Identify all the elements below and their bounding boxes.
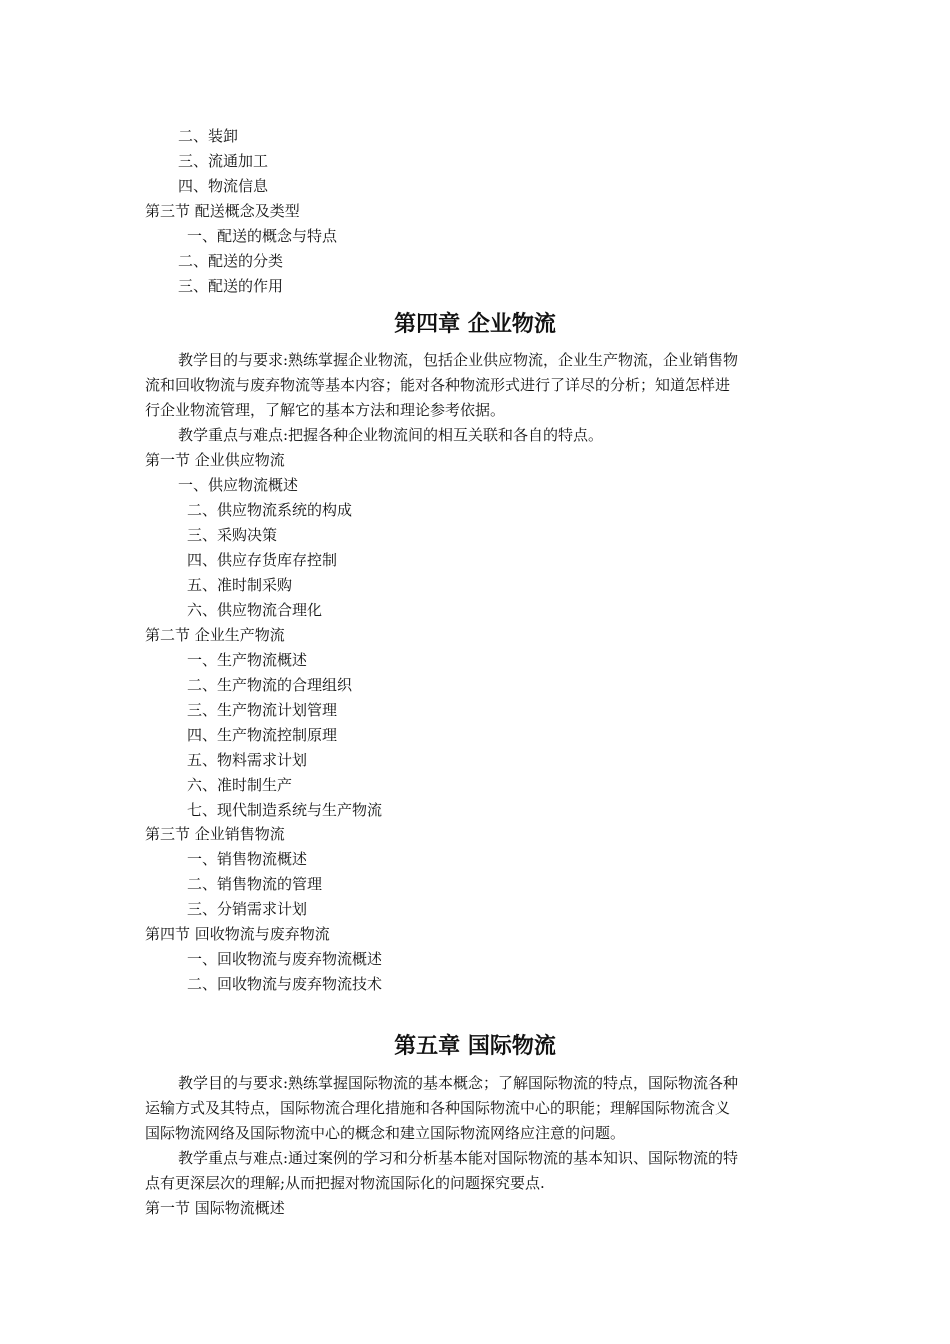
item-line: 一、生产物流概述 (187, 651, 308, 669)
item-line: 一、供应物流概述 (178, 476, 299, 494)
item-line: 二、配送的分类 (178, 252, 284, 270)
paragraph-line: 运输方式及其特点，国际物流合理化措施和各种国际物流中心的职能；理解国际物流含义 (145, 1099, 731, 1117)
item-line: 三、流通加工 (178, 152, 269, 170)
paragraph-line: 点有更深层次的理解;从而把握对物流国际化的问题探究要点. (145, 1174, 545, 1192)
item-line: 一、配送的概念与特点 (187, 227, 338, 245)
section-heading: 第三节 配送概念及类型 (145, 202, 300, 220)
paragraph-line: 教学目的与要求:熟练掌握国际物流的基本概念；了解国际物流的特点，国际物流各种 (178, 1074, 739, 1092)
paragraph-line: 教学目的与要求:熟练掌握企业物流，包括企业供应物流，企业生产物流，企业销售物 (178, 351, 739, 369)
item-line: 三、分销需求计划 (187, 900, 308, 918)
item-line: 二、装卸 (178, 127, 239, 145)
paragraph-line: 教学重点与难点:通过案例的学习和分析基本能对国际物流的基本知识、国际物流的特 (178, 1149, 739, 1167)
section-heading: 第四节 回收物流与废弃物流 (145, 925, 330, 943)
item-line: 一、回收物流与废弃物流概述 (187, 950, 383, 968)
item-line: 四、供应存货库存控制 (187, 551, 338, 569)
paragraph-line: 行企业物流管理，了解它的基本方法和理论参考依据。 (145, 401, 506, 419)
item-line: 三、生产物流计划管理 (187, 701, 338, 719)
item-line: 六、供应物流合理化 (187, 601, 323, 619)
section-heading: 第三节 企业销售物流 (145, 825, 285, 843)
section-heading: 第一节 企业供应物流 (145, 451, 285, 469)
chapter-title: 第四章 企业物流 (394, 311, 556, 337)
item-line: 三、配送的作用 (178, 277, 284, 295)
item-line: 二、供应物流系统的构成 (187, 501, 353, 519)
item-line: 五、准时制采购 (187, 576, 293, 594)
item-line: 四、生产物流控制原理 (187, 726, 338, 744)
section-heading: 第一节 国际物流概述 (145, 1199, 285, 1217)
paragraph-line: 流和回收物流与废弃物流等基本内容；能对各种物流形式进行了详尽的分析；知道怎样进 (145, 376, 731, 394)
item-line: 二、销售物流的管理 (187, 875, 323, 893)
item-line: 二、生产物流的合理组织 (187, 676, 353, 694)
item-line: 四、物流信息 (178, 177, 269, 195)
paragraph-line: 国际物流网络及国际物流中心的概念和建立国际物流网络应注意的问题。 (145, 1124, 626, 1142)
item-line: 二、回收物流与废弃物流技术 (187, 975, 383, 993)
chapter-title: 第五章 国际物流 (394, 1033, 556, 1059)
item-line: 五、物料需求计划 (187, 751, 308, 769)
item-line: 七、现代制造系统与生产物流 (187, 801, 383, 819)
item-line: 一、销售物流概述 (187, 850, 308, 868)
section-heading: 第二节 企业生产物流 (145, 626, 285, 644)
paragraph-line: 教学重点与难点:把握各种企业物流间的相互关联和各自的特点。 (178, 426, 604, 444)
item-line: 三、采购决策 (187, 526, 278, 544)
item-line: 六、准时制生产 (187, 776, 293, 794)
